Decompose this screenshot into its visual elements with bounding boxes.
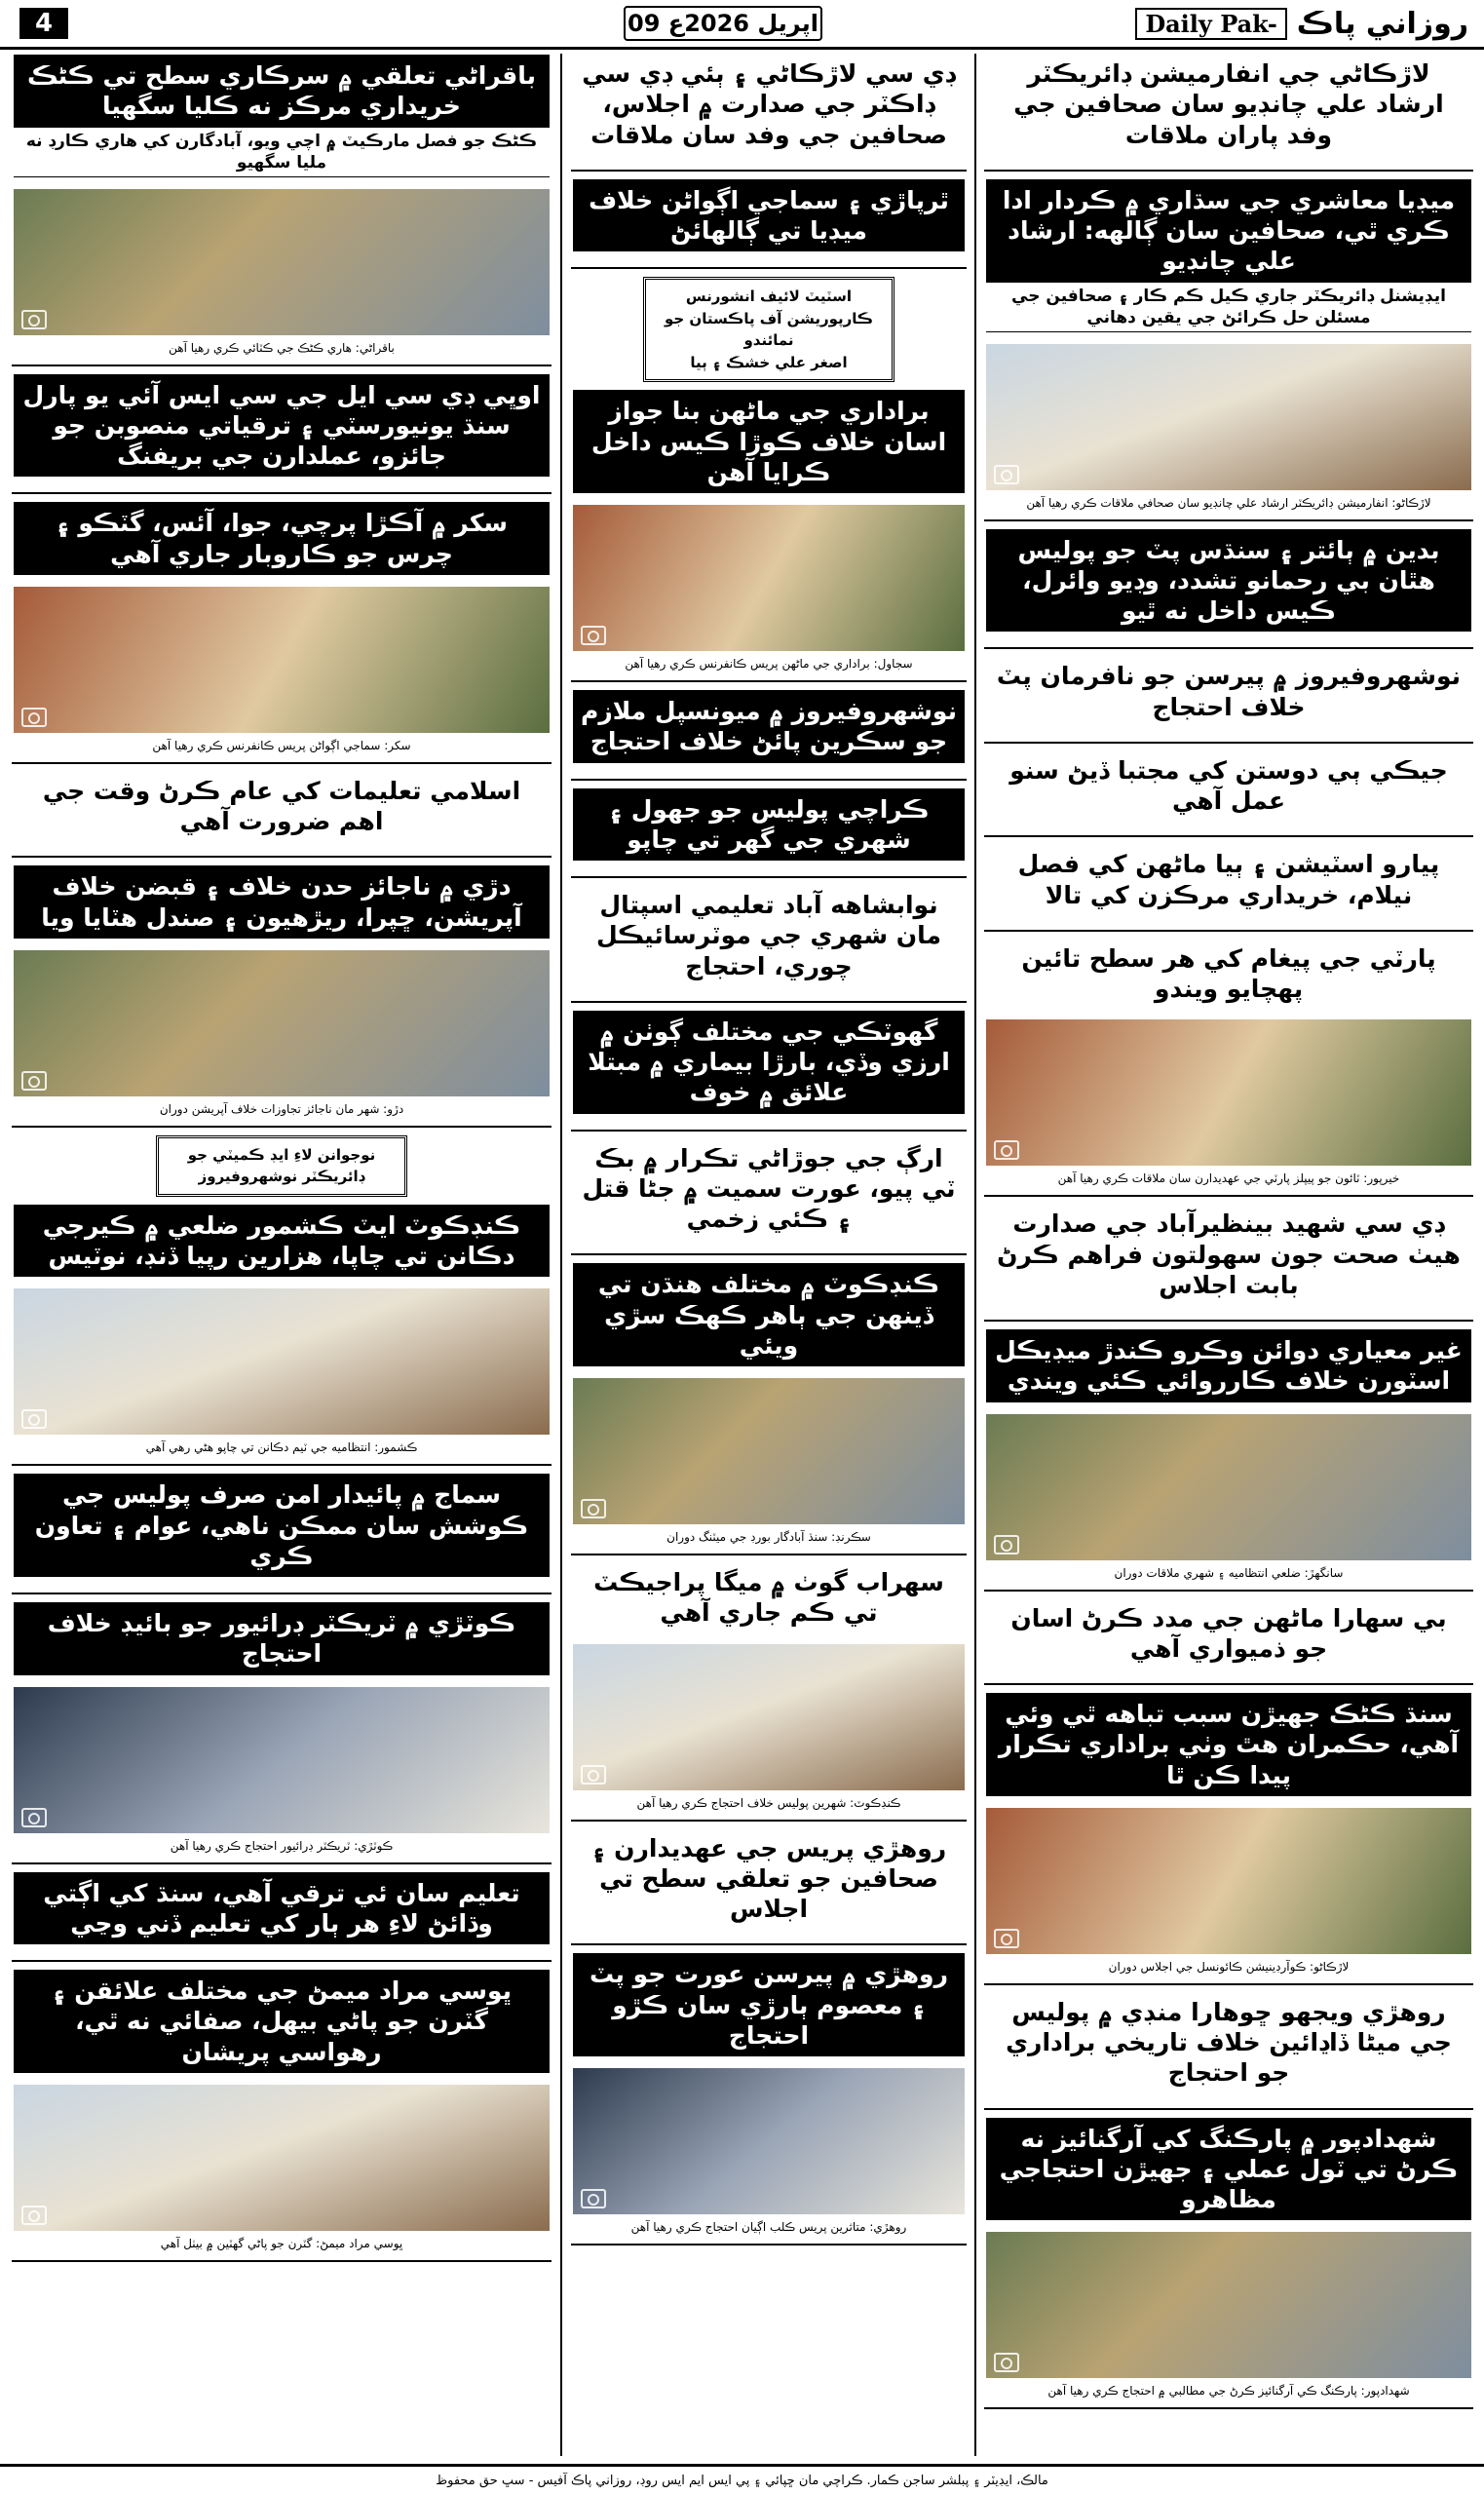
news-photo [573, 1644, 965, 1790]
story-divider [571, 1130, 967, 1132]
story-headline: ميڊيا معاشري جي سڌاري ۾ ڪردار ادا ڪري ٿي، صحافين سان ڳالهه: ارشاد علي چانڊيو [986, 179, 1471, 283]
brand-english: Daily Pak- [1135, 8, 1286, 40]
story-body [14, 939, 550, 946]
photo-caption: ڪنڊڪوٽ: شهرين پوليس خلاف احتجاج ڪري رهيا آهن [636, 1795, 901, 1810]
story-headline: براداري جي ماڻهن بنا جواز اسان خلاف ڪوڙا ڪيس داخل ڪرايا آهن [573, 390, 965, 493]
story-divider [984, 170, 1473, 172]
story-body [573, 154, 965, 162]
camera-icon [21, 1808, 47, 1827]
news-story [14, 374, 550, 485]
story-headline: سنڌ ڪڻڪ جهيڙن سبب تباهه ٿي وئي آهي، حڪمران هٿ وٺي براداري تڪرار پيدا ڪن ٿا [986, 1693, 1471, 1796]
news-story [986, 1599, 1471, 1676]
story-headline: نوشهروفيروز ۾ ميونسپل ملازم جو سڪرين پائڻ خلاف احتجاج [573, 690, 965, 763]
story-divider [984, 1320, 1473, 1322]
news-story [14, 1474, 550, 1585]
story-divider [984, 2407, 1473, 2409]
story-divider [12, 365, 552, 366]
story-divider [984, 742, 1473, 744]
issue-date: 09 اپريل 2026ع [624, 6, 822, 41]
photo-caption: باقراڻي: هاري ڪڻڪ جي ڪٽائي ڪري رهيا آهن [169, 340, 395, 355]
story-body [573, 251, 965, 259]
news-photo [14, 1288, 550, 1435]
story-body [986, 1402, 1471, 1410]
news-story [986, 529, 1471, 640]
story-body [986, 332, 1471, 340]
column-divider [974, 54, 976, 2456]
story-headline: بدين ۾ ٻائتر ۽ سنڌس پٽ جو پوليس هٿان بي رحمانو تشدد، وڊيو وائرل، ڪيس داخل نه ٿيو [986, 529, 1471, 633]
news-photo [573, 505, 965, 651]
camera-icon [21, 1071, 47, 1091]
photo-caption: شهدادپور: پارڪنگ ڪي آرگنائيز ڪرڻ جي مطالبي ۾ احتجاج ڪري رهيا آهن [1047, 2384, 1410, 2399]
news-photo [14, 189, 550, 335]
news-story [573, 390, 965, 672]
photo-caption: دڙو: شهر مان ناجائز تجاوزات خلاف آپريشن دوران [159, 1101, 404, 1116]
news-story [986, 657, 1471, 734]
masthead [0, 0, 1484, 50]
news-story [573, 1139, 965, 1247]
photo-caption: ڪشمور: انتظاميه جي ٽيم دڪانن تي چاپو هڻي رهي آهي [145, 1440, 418, 1455]
imprint-footer: مالڪ، ايڊيٽر ۽ پبلشر ساجن ڪمار. ڪراچي مان ڇپائي ۽ پي ايس ايم ايس روڊ، روزاني پاڪ آفيس - سڀ حق محفوظ [0, 2464, 1484, 2495]
story-body [573, 1632, 965, 1640]
story-body [14, 1277, 550, 1285]
story-headline: ڊي سي لاڙڪاڻي ۽ ٻئي ڊي سي ڊاڪٽر جي صدارت ۾ اجلاس، صحافين جي وفد سان ملاقات [582, 59, 956, 149]
photo-caption: لاڙڪاڻو: انفارميشن ڊائريڪٽر ارشاد علي چانڊيو سان صحافي ملاقات ڪري رهيا آهن [1026, 495, 1431, 510]
camera-icon [581, 2189, 606, 2208]
news-story [14, 502, 550, 754]
story-headline: روهڙي ۾ پيرسن عورت جو پٽ ۽ معصوم ٻارڙي سان ڪڙو احتجاج [573, 1953, 965, 2056]
camera-icon [994, 1535, 1019, 1555]
story-body [986, 1668, 1471, 1675]
news-story [986, 940, 1471, 1188]
story-body [573, 1238, 965, 1246]
story-divider [984, 1195, 1473, 1197]
left-column [8, 55, 555, 2460]
story-headline: پيارو اسٽيشن ۽ ٻيا ماڻهن کي فصل نيلام، خريداري مرڪزن کي تالا [1017, 850, 1440, 909]
story-headline: ارڳ جي جوڙاڻي تڪرار ۾ بڪ ٽي پيو، عورت سميت ۾ جڻا قتل ۽ ڪئي زخمي [582, 1143, 956, 1233]
story-divider [12, 1960, 552, 1962]
story-subheadline: ايڊيشنل ڊائريڪٽر جاري ڪيل ڪم ڪار ۽ صحافين جي مسئلن حل ڪرائڻ جي يقين دهاني [986, 283, 1471, 332]
news-story [986, 179, 1471, 512]
story-body [986, 2220, 1471, 2228]
photo-caption: لاڙڪاڻو: ڪوآرڊينيشن ڪائونسل جي اجلاس دوران [1108, 1959, 1350, 1974]
story-headline: جيڪي ٻي دوستن کي مجتبا ڏيڻ سنو عمل آهي [1009, 755, 1448, 816]
story-headline: ڀوسي مراد ميمڻ جي مختلف علائقن ۽ گٽرن جو پاڻي بيهل، صفائي نه ٿي، رهواسي پريشان [14, 1970, 550, 2073]
camera-icon [994, 465, 1019, 484]
news-story [573, 1563, 965, 1812]
story-headline: ٿرپاڙي ۽ سماجي اڳواڻن خلاف ميڊيا تي ڳالهائڻ [573, 179, 965, 252]
story-body [573, 1928, 965, 1936]
story-divider [984, 2108, 1473, 2110]
news-story [14, 772, 550, 849]
story-body [986, 820, 1471, 827]
advert-box: اسٽيٽ لائيف انشورنس ڪارپوريشن آف پاڪستان جو نمائندو اصغر علي خشڪ ۽ ٻيا [643, 277, 894, 382]
right-column [980, 55, 1477, 2460]
story-headline: ڪوٽڙي ۾ ٽريڪٽر ڊرائيور جو بائيڊ خلاف احتجاج [14, 1602, 550, 1675]
camera-icon [21, 310, 47, 329]
story-body [986, 1304, 1471, 1312]
story-body [986, 914, 1471, 922]
story-body [573, 763, 965, 771]
news-photo [986, 1808, 1471, 1954]
story-body [573, 1114, 965, 1122]
news-photo [14, 2085, 550, 2231]
brand [1135, 6, 1468, 41]
story-headline: سماج ۾ پائيدار امن صرف پوليس جي ڪوشش سان ممڪن ناهي، عوام ۽ تعاون ڪري [14, 1474, 550, 1577]
news-story [986, 751, 1471, 828]
photo-caption: روهڙي: متاثرين پريس ڪلب اڳيان احتجاج ڪري رهيا آهن [630, 2220, 907, 2234]
brand-urdu: روزاني پاڪ [1296, 6, 1468, 41]
news-photo [14, 1687, 550, 1833]
photo-caption: سکر: سماجي اڳواڻن پريس ڪانفرنس ڪري رهيا آهن [152, 738, 411, 752]
page-number: 4 [19, 8, 68, 39]
news-story [14, 1970, 550, 2252]
news-story [573, 1263, 965, 1546]
story-body [986, 1008, 1471, 1016]
photo-caption: سجاول: براداري جي ماڻهن پريس ڪانفرنس ڪري رهيا آهن [625, 657, 913, 671]
story-divider [12, 2260, 552, 2262]
camera-icon [21, 2206, 47, 2225]
story-divider [571, 1943, 967, 1945]
news-story [14, 865, 550, 1118]
story-headline: پارٽي جي پيغام کي هر سطح تائين پهچايو ويندو [1021, 943, 1436, 1004]
photo-caption: ڪوٽڙي: ٽريڪٽر ڊرائيور احتجاج ڪري رهيا آهن [170, 1838, 394, 1853]
story-headline: سهراب گوٺ ۾ ميگا پراجيڪٽ تي ڪم جاري آهي [593, 1568, 944, 1628]
story-headline: شهدادپور ۾ پارڪنگ کي آرگنائيز نه ڪرڻ تي ٽول عملي ۽ جهيڙن احتجاجي مظاهرو [986, 2118, 1471, 2221]
camera-icon [581, 1765, 606, 1785]
story-headline: دڙي ۾ ناجائز حدن خلاف ۽ قبضن خلاف آپريشن، ڇپرا، ريڙهيون ۽ صندل هٽايا ويا [14, 865, 550, 939]
story-divider [571, 1820, 967, 1822]
story-body [986, 154, 1471, 162]
story-body [573, 861, 965, 868]
story-divider [571, 267, 967, 269]
story-divider [12, 856, 552, 858]
news-story [986, 1693, 1471, 1976]
story-divider [12, 1862, 552, 1864]
story-divider [12, 1464, 552, 1466]
photo-caption: سانگهڙ: ضلعي انتظاميه ۽ شهري ملاقات دوران [1114, 1565, 1344, 1580]
story-headline: سکر ۾ آڪڙا پرچي، جوا، آئس، گٽڪو ۽ چرس جو ڪاروبار جاري آهي [14, 502, 550, 575]
story-body [573, 493, 965, 501]
column-divider [560, 54, 562, 2456]
story-headline: ڪراچي پوليس جو جهول ۽ شهري جي گهر تي چاپو [573, 788, 965, 862]
news-story [14, 1872, 550, 1953]
story-body [573, 2056, 965, 2064]
story-body [14, 575, 550, 583]
photo-caption: ڀوسي مراد ميمڻ: گٽرن جو پاڻي گهٽين ۾ بيٺل آهي [160, 2236, 403, 2250]
story-divider [571, 1554, 967, 1555]
news-story [573, 886, 965, 993]
story-headline: ڪنڊڪوٽ ايٽ ڪشمور ضلعي ۾ ڪيرجي دڪانن تي چاپا، هزارين رپيا ڏنڊ، نوٽيس [14, 1205, 550, 1278]
news-photo [986, 2232, 1471, 2378]
story-divider [571, 876, 967, 878]
news-story [986, 845, 1471, 922]
story-headline: اسلامي تعليمات کي عام ڪرڻ وقت جي اهم ضرورت آهي [42, 776, 521, 836]
news-story [573, 1829, 965, 1937]
news-story [14, 1205, 550, 1457]
story-headline: روهڙي ويجهو ڇوهارا منڊي ۾ پوليس جي ميڻا ڏاڍائين خلاف تاريخي براداري جو احتجاج [1006, 1997, 1452, 2088]
story-divider [12, 1593, 552, 1594]
camera-icon [21, 708, 47, 727]
story-divider [12, 762, 552, 764]
story-subheadline: ڪڻڪ جو فصل مارڪيٽ ۾ اچي ويو، آبادگارن کي هاري ڪارڊ نه مليا سگهيو [14, 128, 550, 177]
story-divider [984, 1590, 1473, 1592]
story-divider [984, 1983, 1473, 1985]
story-headline: تعليم سان ئي ترقي آهي، سنڌ کي اڳتي وڌائڻ لاءِ هر ٻار کي تعليم ڏني وڃي [14, 1872, 550, 1945]
story-divider [984, 1683, 1473, 1685]
story-divider [984, 519, 1473, 521]
story-divider [571, 779, 967, 781]
camera-icon [994, 2353, 1019, 2372]
story-divider [984, 930, 1473, 932]
story-body [986, 632, 1471, 639]
news-story [986, 1205, 1471, 1312]
story-body [14, 840, 550, 848]
story-body [14, 477, 550, 484]
story-headline: باقراڻي تعلقي ۾ سرڪاري سطح تي ڪڻڪ خريداري مرڪز نه ڪليا سگهيا [14, 55, 550, 128]
news-photo [986, 1414, 1471, 1560]
news-story [14, 55, 550, 357]
news-photo [986, 1019, 1471, 1166]
story-body [14, 2073, 550, 2081]
camera-icon [21, 1409, 47, 1429]
story-divider [12, 492, 552, 494]
photo-caption: خيرپور: ٽائون جو پيپلز پارٽي جي عهديدارن سان ملاقات ڪري رهيا آهن [1057, 1171, 1400, 1186]
story-body [573, 1366, 965, 1374]
story-body [986, 1796, 1471, 1804]
photo-caption: سڪرنڊ: سنڌ آبادگار بورڊ جي ميٽنگ دوران [666, 1530, 871, 1544]
news-story [986, 55, 1471, 162]
advert-box: نوجوانن لاءِ ايڊ ڪميٽي جو ڊائريڪٽر نوشهروفيروز [156, 1135, 407, 1197]
story-divider [571, 680, 967, 682]
news-story [14, 1602, 550, 1855]
story-headline: اوڀي ڊي سي ايل جي سي ايس آئي يو پارل سنڌ يونيورسٽي ۽ ترقياتي منصوبن جو جائزو، عملدارن جي بريفنگ [14, 374, 550, 478]
story-headline: روهڙي پريس جي عهديدارن ۽ صحافين جو تعلقي سطح تي اجلاس [590, 1833, 947, 1923]
news-story [986, 2118, 1471, 2400]
story-divider [984, 835, 1473, 837]
camera-icon [581, 626, 606, 645]
news-story [573, 1953, 965, 2236]
story-divider [571, 2244, 967, 2246]
camera-icon [994, 1929, 1019, 1948]
story-headline: ڊي سي شهيد بينظيرآباد جي صدارت هيٺ صحت جون سهولتون فراهم ڪرڻ بابت اجلاس [997, 1209, 1461, 1299]
news-photo [14, 587, 550, 733]
story-body [986, 2092, 1471, 2100]
news-story [573, 1011, 965, 1122]
story-divider [12, 1126, 552, 1128]
story-body [573, 985, 965, 993]
news-story [573, 179, 965, 260]
news-story [573, 788, 965, 869]
story-divider [571, 170, 967, 172]
story-headline: نوشهروفيروز ۾ پيرسن جو نافرمان پٽ خلاف احتجاج [996, 662, 1462, 721]
story-body [14, 1944, 550, 1952]
story-divider [984, 647, 1473, 649]
camera-icon [994, 1140, 1019, 1160]
story-headline: نوابشاهه آباد تعليمي اسپتال مان شهري جي موٽرسائيڪل چوري، احتجاج [596, 891, 941, 980]
story-body [14, 1577, 550, 1585]
story-divider [571, 1253, 967, 1255]
middle-column [567, 55, 970, 2460]
story-headline: بي سهارا ماڻهن جي مدد ڪرڻ اسان جو ذميواري آهي [1010, 1603, 1447, 1663]
story-headline: ڪنڊڪوٽ ۾ مختلف هنڌن تي ڏينهن جي ٻاهر ڪهڪ سڙي ويئي [573, 1263, 965, 1366]
story-headline: لاڙڪاڻي جي انفارميشن ڊائريڪٽر ارشاد علي چانڊيو سان صحافين جي وفد پاران ملاقات [1013, 59, 1444, 149]
story-headline: گهوٽڪي جي مختلف ڳوٺن ۾ ارزي وڏي، بارڙا بيماري ۾ مبتلا علائق ۾ خوف [573, 1011, 965, 1114]
story-body [14, 177, 550, 185]
news-story [573, 55, 965, 162]
story-headline: غير معياري دوائن وڪرو ڪندڙ ميڊيڪل اسٽورن خلاف ڪارروائي ڪئي ويندي [986, 1329, 1471, 1402]
news-photo [573, 1378, 965, 1524]
news-story [986, 1329, 1471, 1582]
news-story [573, 690, 965, 771]
news-photo [986, 344, 1471, 490]
camera-icon [581, 1499, 606, 1518]
story-body [986, 726, 1471, 734]
news-story [986, 1993, 1471, 2100]
story-body [14, 1675, 550, 1683]
news-photo [573, 2068, 965, 2214]
news-photo [14, 950, 550, 1096]
story-divider [571, 1001, 967, 1003]
